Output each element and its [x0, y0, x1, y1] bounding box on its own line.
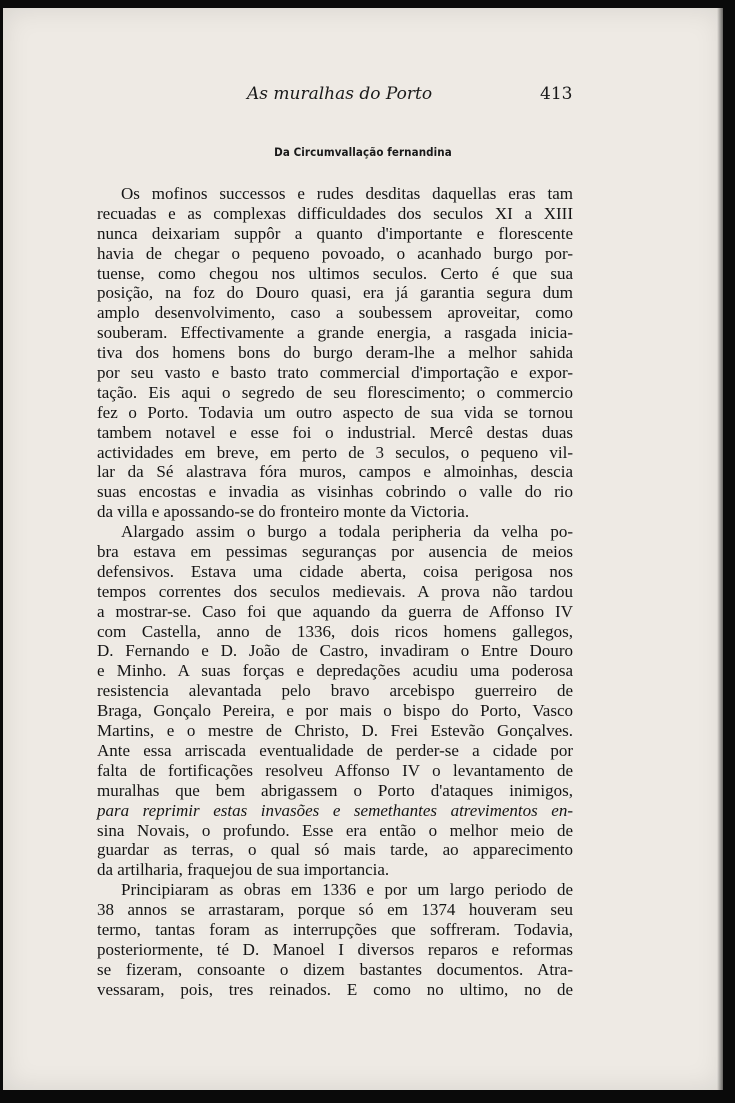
- book-page: [3, 8, 723, 1090]
- text-line: por seu vasto e basto trato commercial d'importação e expor-: [97, 363, 573, 383]
- text-line: tação. Eis aqui o segredo de seu florescimento; o commercio: [97, 382, 573, 402]
- text-line: falta de fortificações resolveu Affonso IV o levantamento de: [97, 760, 573, 780]
- text-line: bra estava em pessimas seguranças por ausencia de meios: [97, 542, 573, 562]
- text-line: Os mofinos successos e rudes desditas daquellas eras tam: [121, 184, 573, 203]
- text-line: souberam. Effectivamente a grande energia, a rasgada inicia-: [97, 323, 573, 343]
- text-line: sina Novais, o profundo. Esse era então o melhor meio de: [97, 820, 573, 840]
- text-line: resistencia alevantada pelo bravo arcebispo guerreiro de: [97, 681, 573, 701]
- text-line: 38 annos se arrastaram, porque só em 1374 houveram seu: [97, 900, 573, 920]
- text-line: tuense, como chegou nos ultimos seculos. Certo é que sua: [97, 263, 573, 283]
- text-line: defensivos. Estava uma cidade aberta, coisa perigosa nos: [97, 561, 573, 581]
- text-line: posteriormente, té D. Manoel I diversos reparos e reformas: [97, 939, 573, 959]
- text-line: havia de chegar o pequeno povoado, o acanhado burgo por-: [97, 243, 573, 263]
- text-line: amplo desenvolvimento, caso a soubessem aproveitar, como: [97, 303, 573, 323]
- text-line: posição, na foz do Douro quasi, era já garantia segura dum: [97, 283, 573, 303]
- text-line: tempos correntes dos seculos medievais. A prova não tardou: [97, 581, 573, 601]
- text-line: da artilharia, fraquejou de sua importancia.: [97, 860, 390, 880]
- text-line: suas encostas e invadia as visinhas cobrindo o valle do rio: [97, 482, 573, 502]
- text-line: nunca deixariam suppôr a quanto d'importante e florescente: [97, 223, 573, 243]
- page-header: [3, 84, 723, 110]
- text-line: a mostrar-se. Caso foi que aquando da guerra de Affonso IV: [97, 601, 573, 621]
- text-line: com Castella, anno de 1336, dois ricos homens gallegos,: [97, 621, 573, 641]
- text-line: da villa e apossando-se do fronteiro monte da Victoria.: [97, 502, 470, 522]
- text-line: termo, tantas foram as interrupções que soffreram. Todavia,: [97, 919, 573, 939]
- text-line: tambem notavel e esse foi o industrial. Mercê destas duas: [97, 422, 573, 442]
- text-line: D. Fernando e D. João de Castro, invadiram o Entre Douro: [97, 641, 573, 661]
- text-line: muralhas que bem abrigassem o Porto d'ataques inimigos,: [97, 780, 573, 800]
- body-text: [97, 184, 573, 1000]
- text-line: Ante essa arriscada eventualidade de perder-se a cidade por: [97, 740, 573, 760]
- page-number: 413: [540, 84, 573, 104]
- text-line: lar da Sé alastrava fóra muros, campos e almoinhas, descia: [97, 462, 573, 482]
- text-line: vessaram, pois, tres reinados. E como no ultimo, no de: [97, 979, 573, 999]
- text-line: recuadas e as complexas difficuldades dos seculos XI a XIII: [97, 203, 573, 223]
- text-line: se fizeram, consoante o dizem bastantes documentos. Atra-: [97, 959, 573, 979]
- text-line: Martins, e o mestre de Christo, D. Frei Estevão Gonçalves.: [97, 721, 573, 741]
- section-title: Da Circumvallação fernandina: [274, 145, 452, 159]
- text-line: e Minho. A suas forças e depredações acudiu uma poderosa: [97, 661, 573, 681]
- text-line: Alargado assim o burgo a todala peripheria da velha po-: [121, 522, 573, 542]
- text-line: fez o Porto. Todavia um outro aspecto de sua vida se tornou: [97, 402, 573, 422]
- text-line: tiva dos homens bons do burgo deram-lhe a melhor sahida: [97, 343, 573, 363]
- text-line: guardar as terras, o qual só mais tarde, ao apparecimento: [97, 840, 573, 860]
- running-head: As muralhas do Porto: [247, 84, 433, 104]
- text-line: Braga, Gonçalo Pereira, e por mais o bispo do Porto, Vasco: [97, 701, 573, 721]
- italic-quote: para reprimir estas invasões e semethantes atrevimentos en-: [97, 800, 573, 820]
- page-edge-shadow: [717, 8, 723, 1090]
- text-line: actividades em breve, em perto de 3 seculos, o pequeno vil-: [97, 442, 573, 462]
- text-line-italic: [97, 801, 573, 821]
- text-line: Principiaram as obras em 1336 e por um largo periodo de: [121, 880, 573, 900]
